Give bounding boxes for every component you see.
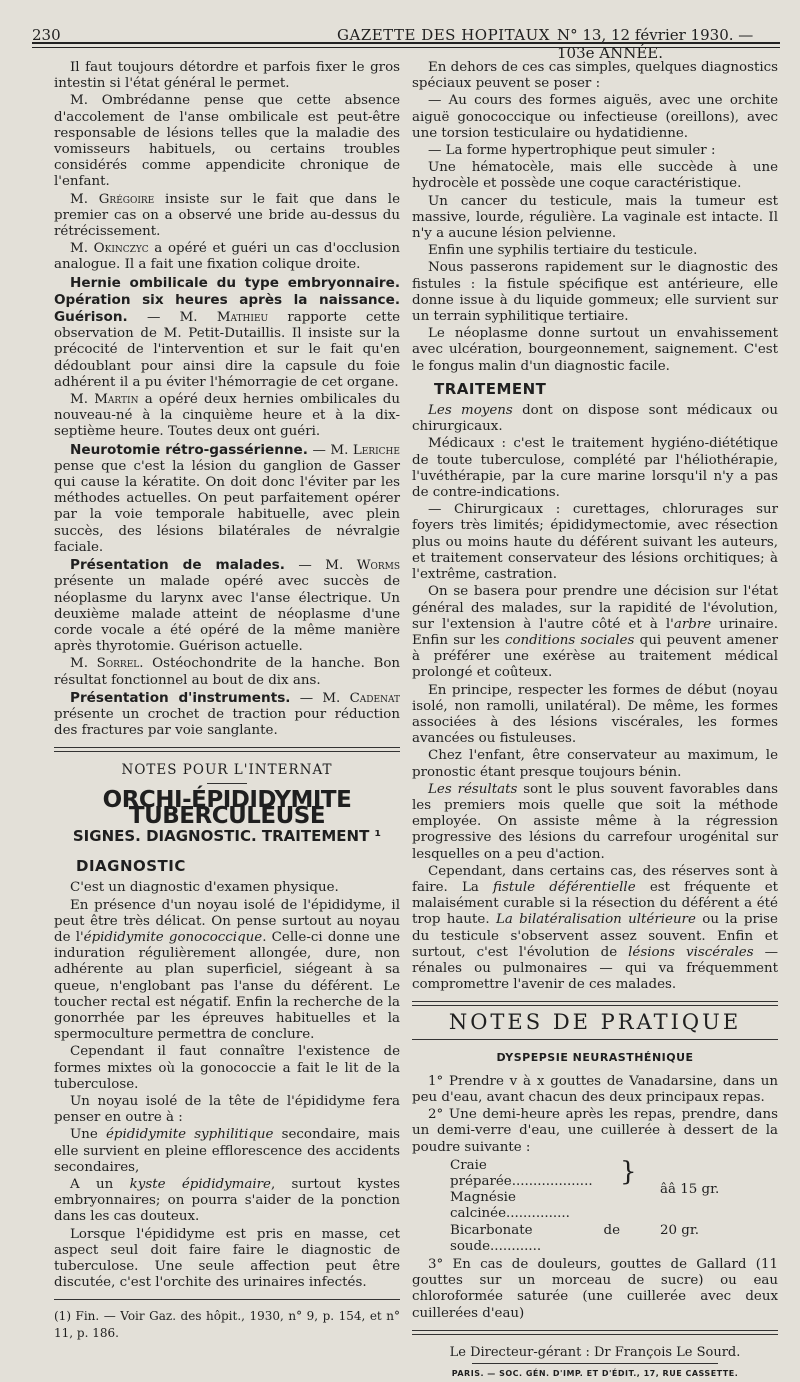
paragraph: — Chirurgicaux : curettages, chlorurages sur foyers très limités; épididymectomie, avec résection plus ou moins haute du déférent suivant les auteurs, et traitement conservateur des lésions orchitiques; à l'extrême, castration. bbox=[412, 502, 778, 583]
signature: Le Directeur-gérant : Dr François Le Sourd. bbox=[449, 1344, 741, 1360]
traitement-heading: TRAITEMENT bbox=[434, 379, 547, 398]
paragraph: 2° Une demi-heure après les repas, prendre, dans un demi-verre d'eau, une cuillerée à dessert de la poudre suivante : bbox=[412, 1107, 778, 1155]
paragraph: En dehors de ces cas simples, quelques diagnostics spéciaux peuvent se poser : bbox=[412, 60, 778, 92]
paragraph: 3° En cas de douleurs, gouttes de Gallard (11 gouttes sur un morceau de sucre) ou eau chloroformée saturée (une cuillerée avec deux cuillerées d'eau) bbox=[412, 1257, 778, 1321]
paragraph: On se basera pour prendre une décision sur l'état général des malades, sur la rapidité de l'évolution, sur l'extension à l'autre côté et à l'arbre urinaire. Enfin sur les conditions sociales qui peuvent amener à préférer une exérèse au traitement médical prolongé et coûteux. bbox=[412, 584, 779, 681]
paragraph: Un cancer du testicule, mais la tumeur est massive, lourde, régulière. La vaginale est intacte. Il n'y a aucune lésion pelvienne. bbox=[412, 193, 778, 242]
paragraph: En principe, respecter les formes de début (noyau isolé, non ramolli, unilatéral). De même, les formes associées à des lésions viscérales, les formes avancées ou fistuleuses. bbox=[412, 682, 778, 747]
paragraph: Les moyens dont on dispose sont médicaux ou chirurgicaux. bbox=[412, 403, 778, 435]
formula-ingredient: Craie préparée................... bbox=[450, 1157, 593, 1189]
section-hernie: Hernie ombilicale du type embryonnaire. Opération six heures après la naissance. Guérison. — M. Mathieu rapporte cette observation de M. Petit-Dutaillis. Il insiste sur la précocité de l'intervention et sur le fait qu'en dédoublant pour ainsi dire la capsule du foie adhérent il a pu éviter l'hémorragie de cet organe. bbox=[54, 274, 400, 390]
section-instruments: Présentation d'instruments. — M. Cadenat présente un crochet de traction pour réduction des fractures par voie sanglante. bbox=[54, 689, 400, 739]
issue-info: N° 13, 12 février 1930. — 103e ANNÉE. bbox=[557, 26, 754, 62]
paragraph: Cependant il faut connaître l'existence de formes mixtes où la gonococcie a fait le lit de la tuberculose. bbox=[54, 1044, 400, 1092]
paragraph: Cependant, dans certains cas, des réserves sont à faire. La fistule déférentielle est fréquente et malaisément curable si la résection du déférent a été trop haute. La bilatéralisation ultérieure ou la prise du testicule s'observent assez souvent. Enfin et surtout, c'est l'évolution de lésions viscérales — rénales ou pulmonaires — qui va fréquemment compromettre l'avenir de ces malades. bbox=[412, 863, 778, 993]
divider bbox=[472, 1363, 718, 1364]
journal-title: GAZETTE DES HOPITAUX bbox=[337, 26, 550, 44]
divider bbox=[412, 1001, 778, 1006]
article-subtitle: SIGNES. DIAGNOSTIC. TRAITEMENT ¹ bbox=[72, 826, 382, 845]
notes-pratique-heading: NOTES DE PRATIQUE bbox=[448, 1010, 742, 1035]
paragraph: Une hématocèle, mais elle succède à une hydrocèle et possède une coque caractéristique. bbox=[412, 160, 778, 192]
paragraph: Enfin une syphilis tertiaire du testicule. bbox=[428, 243, 698, 259]
paragraph: Les résultats sont le plus souvent favorables dans les premiers mois quelle que soit la méthode employée. On assiste même à la régression progressive des lésions du carrefour urogénital sur lesquelles on a peu d'action. bbox=[412, 781, 778, 862]
paragraph: Le néoplasme donne surtout un envahissement avec ulcération, bourgeonnement, saignement. C'est le fongus malin d'un diagnostic facile. bbox=[412, 326, 778, 374]
printer-line: PARIS. — SOC. GÉN. D'IMP. ET D'ÉDIT., 17, RUE CASSETTE. bbox=[451, 1369, 739, 1379]
section-neurotomie: Neurotomie rétro-gassérienne. — M. Leriche pense que c'est la lésion du ganglion de Gasser qui cause la kératite. On doit donc l'éviter par les méthodes actuelles. On peut parfaitement opérer par la voie temporale habituelle, avec plein succès, des lésions bilatérales de névralgie faciale. bbox=[54, 441, 400, 555]
right-column bbox=[412, 60, 778, 1382]
formula-ingredient: Bicarbonate de soude............ bbox=[450, 1222, 620, 1254]
left-column bbox=[54, 60, 400, 1342]
formula-dose: 20 gr. bbox=[660, 1222, 700, 1238]
prescription-formula bbox=[450, 1158, 778, 1255]
header-rule bbox=[32, 42, 780, 48]
article-title: ORCHI-ÉPIDIDYMITE TUBERCULEUSE bbox=[102, 786, 352, 829]
dyspepsie-heading: DYSPEPSIE NEURASTHÉNIQUE bbox=[496, 1050, 694, 1064]
divider bbox=[412, 1039, 778, 1040]
page-header bbox=[32, 14, 780, 62]
footnote: (1) Fin. — Voir Gaz. des hôpit., 1930, n° 9, p. 154, et n° 11, p. 186. bbox=[54, 1309, 400, 1340]
paragraph: M. Ombrédanne pense que cette absence d'accolement de l'anse ombilicale est peut-être responsable de lésions telles que la maladie des vomisseurs habituels, ou certains troubles considérés comme appendicite chronique de l'enfant. bbox=[54, 93, 400, 190]
formula-ingredient: Magnésie calcinée............... bbox=[450, 1190, 570, 1222]
paragraph: 1° Prendre v à x gouttes de Vanadarsine, dans un peu d'eau, avant chacun des deux principaux repas. bbox=[412, 1073, 778, 1105]
divider bbox=[207, 783, 247, 784]
paragraph: Il faut toujours détordre et parfois fixer le gros intestin si l'état général le permet. bbox=[54, 60, 400, 92]
paragraph: M. Grégoire insiste sur le fait que dans le premier cas on a observé une bride au-dessus du rétrécissement. bbox=[54, 191, 400, 240]
paragraph: — La forme hypertrophique peut simuler : bbox=[428, 143, 716, 159]
formula-dose: ââ 15 gr. bbox=[660, 1182, 720, 1198]
paragraph: C'est un diagnostic d'examen physique. bbox=[70, 880, 339, 896]
section-presentation-malades: Présentation de malades. — M. Worms présente un malade opéré avec succès de néoplasme du larynx avec l'anse électrique. Un deuxième malade atteint de néoplasme d'une corde vocale a été opéré de la même manière après thyrotomie. Guérison actuelle. bbox=[54, 557, 400, 655]
paragraph: M. Martin a opéré deux hernies ombilicales du nouveau-né à la cinquième heure et à la dix-septième heure. Toutes deux ont guéri. bbox=[54, 392, 400, 440]
paragraph: M. Okinczyc a opéré et guéri un cas d'occlusion analogue. Il a fait une fixation colique droite. bbox=[54, 241, 400, 273]
paragraph: M. Sorrel. Ostéochondrite de la hanche. Bon résultat fonctionnel au bout de dix ans. bbox=[54, 656, 401, 688]
paragraph: Lorsque l'épididyme est pris en masse, cet aspect seul doit faire faire le diagnostic de tuberculose. Une seule affection peut être discutée, c'est l'orchite des urinaires infectés. bbox=[54, 1226, 400, 1291]
divider bbox=[54, 1299, 400, 1300]
notes-internat-heading: NOTES POUR L'INTERNAT bbox=[121, 762, 333, 779]
brace: } bbox=[620, 1156, 637, 1187]
diagnostic-heading: DIAGNOSTIC bbox=[76, 857, 186, 876]
paragraph: Chez l'enfant, être conservateur au maximum, le pronostic étant presque toujours bénin. bbox=[412, 748, 778, 780]
paragraph: Un noyau isolé de la tête de l'épididyme fera penser en outre à : bbox=[54, 1093, 400, 1126]
paragraph: Médicaux : c'est le traitement hygiéno-diététique de toute tuberculose, complété par l'héliothérapie, l'uvéthérapie, par la cure marine lorsqu'il n'y a pas de contre-indications. bbox=[412, 436, 778, 501]
divider bbox=[54, 747, 400, 752]
paragraph: En présence d'un noyau isolé de l'épididyme, il peut être très délicat. On pense surtout au noyau de l'épididymite gonococcique. Celle-ci donne une induration régulièrement allongée, dure, non adhérente au plan superficiel, siégeant à sa queue, n'englobant pas l'anse du déférent. Le toucher rectal est négatif. Enfin la recherche de la gonorrhée par les épreuves habituelles et la spermoculture permettra de conclure. bbox=[54, 897, 400, 1043]
page-number: 230 bbox=[32, 26, 61, 44]
paragraph: A un kyste épididymaire, surtout kystes embryonnaires; on pourra s'aider de la ponction dans les cas douteux. bbox=[54, 1177, 400, 1225]
divider bbox=[412, 1330, 778, 1335]
paragraph: — Au cours des formes aiguës, avec une orchite aiguë gonococcique ou infectieuse (oreillons), avec une torsion testiculaire ou hydatidienne. bbox=[412, 93, 778, 141]
paragraph: Une épididymite syphilitique secondaire, mais elle survient en pleine efflorescence des accidents secondaires, bbox=[54, 1127, 400, 1175]
paragraph: Nous passerons rapidement sur le diagnostic des fistules : la fistule spécifique est antérieure, elle donne issue à du liquide gommeux; elle survient sur un terrain syphilitique tertiaire. bbox=[412, 260, 778, 325]
